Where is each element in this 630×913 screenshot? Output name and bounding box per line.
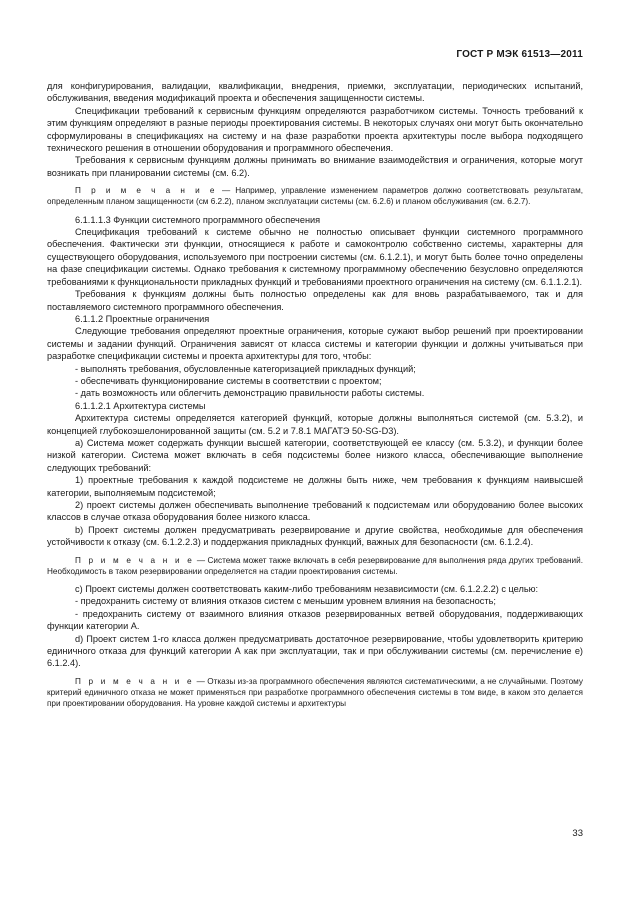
- note-paragraph: [47, 555, 583, 577]
- body-paragraph: - дать возможность или облегчить демонстрацию правильности работы системы.: [75, 388, 425, 399]
- body-paragraph: b) Проект системы должен предусматривать резервирование и другие свойства, необходимые для обеспечения устойчивости к отказу (см. 6.1.2.2.3) и поддержания прикладных функций, важных для безопасности (см. 6.1.2.4).: [47, 524, 583, 548]
- note-label: П р и м е ч а н и е: [75, 186, 218, 196]
- body-paragraph: с) Проект системы должен соответствовать каким-либо требованиям независимости (см. 6.1.2.2.2) с целью:: [75, 584, 539, 595]
- page-number: 33: [572, 828, 583, 839]
- body-paragraph: 6.1.1.2 Проектные ограничения: [75, 313, 210, 324]
- body-paragraph: d) Проект систем 1-го класса должен предусматривать достаточное резервирование, чтобы удовлетворить критерию единичного отказа для функций категории А как при эксплуатации, так и при обслуживании системы (см. перечисление е) 6.1.2.4).: [47, 633, 583, 669]
- body-paragraph: Спецификации требований к сервисным функциям определяются разработчиком системы. Точность требований к этим функциям определяют в разные периоды проектирования системы. В некоторых случаях они могут быть окончательно сформулированы в спецификациях на систему и на фазе разработки проекта архитектуры после выбора подходящего технического решения в отношении оборудования и программного обеспечения.: [47, 105, 583, 154]
- body-paragraph: а) Система может содержать функции высшей категории, соответствующей ее классу (см. 5.3.2), и функции более низкой категории. Система может включать в себя подсистемы более низкого класса, обеспечивающие выполнение следующих требований:: [47, 437, 583, 473]
- note-paragraph: [47, 676, 583, 710]
- body-paragraph: для конфигурирования, валидации, квалификации, внедрения, приемки, эксплуатации, периодических испытаний, обслуживания, введения модификаций проекта и обеспечения защищенности системы.: [47, 81, 583, 104]
- document-body: [47, 80, 583, 715]
- note-label: П р и м е ч а н и е: [75, 555, 195, 565]
- body-paragraph: Требования к сервисным функциям должны принимать во внимание взаимодействия и ограничения, которые могут возникать при планировании системы (см. 6.2).: [47, 155, 583, 178]
- note-text: — Отказы из-за программного обеспечения являются систематическими, а не случайными. Поэтому критерий единичного отказа не может применяться при разработке программного обеспечения системы в том виде, в каком это делается при проектировании оборудования. На уровне каждой системы и архитектуры: [47, 676, 583, 709]
- body-paragraph: 1) проектные требования к каждой подсистеме не должны быть ниже, чем требования к функциям наивысшей категории, выполняемым подсистемой;: [47, 475, 583, 498]
- document-header: ГОСТ Р МЭК 61513—2011: [456, 49, 583, 60]
- body-paragraph: Архитектура системы определяется категорией функций, которые должны выполняться системой (см. 5.3.2), и концепцией глубокоэшелонированной защиты (см. 5.2 и 7.8.1 МАГАТЭ 50-SG-D3).: [47, 413, 583, 436]
- note-paragraph: [47, 185, 583, 207]
- body-paragraph: - предохранить систему от влияния отказов систем с меньшим уровнем влияния на безопасность;: [75, 596, 496, 607]
- note-label: П р и м е ч а н и е: [75, 676, 195, 686]
- body-paragraph: Следующие требования определяют проектные ограничения, которые сужают выбор решений при проектировании системы и задании функций. Ограничения зависят от класса системы и категории функции и должны учитываться при разработке спецификации системы и проекта архитектуры для того, чтобы:: [47, 326, 583, 362]
- body-paragraph: Спецификация требований к системе обычно не полностью описывает функции системного программного обеспечения. Фактически эти функции, относящиеся к работе и самоконтролю собственно системы, характерны для существующего оборудования, используемого при построении системы (см. 6.1.2.1), и могут быть более точно определены на фазе спецификации системы. Однако требования к системному программному обеспечению безусловно определяются требованиями к функциональности прикладных функций и требованиями проектного ограничения на систему (см. 6.1.1.2.1).: [47, 227, 583, 287]
- note-text: — Например, управление изменением параметров должно соответствовать результатам, определенным планом защищенности (см 6.2.2), планом эксплуатации системы (см. 6.2.6) и планом обслуживания (см. 6.2.7).: [47, 186, 583, 207]
- body-paragraph: Требования к функциям должны быть полностью определены как для вновь разрабатываемого, так и для поставляемого системного программного обеспечения.: [47, 289, 583, 312]
- body-paragraph: 6.1.1.1.3 Функции системного программного обеспечения: [75, 214, 321, 225]
- note-text: — Система может также включать в себя резервирование для выполнения ряда других требований. Необходимость в таком резервировании определяется на стадии проектирования системы.: [47, 555, 583, 576]
- body-paragraph: - обеспечивать функционирование системы в соответствии с проектом;: [75, 375, 382, 386]
- body-paragraph: 2) проект системы должен обеспечивать выполнение требований к подсистемам или оборудованию более высоких классов в случае отказа оборудования более низкого класса.: [47, 500, 583, 523]
- body-paragraph: 6.1.1.2.1 Архитектура системы: [75, 400, 206, 411]
- body-paragraph: - выполнять требования, обусловленные категоризацией прикладных функций;: [75, 363, 416, 374]
- body-paragraph: - предохранить систему от взаимного влияния отказов резервированных ветвей оборудования, поддерживающих функции категории А.: [47, 608, 583, 632]
